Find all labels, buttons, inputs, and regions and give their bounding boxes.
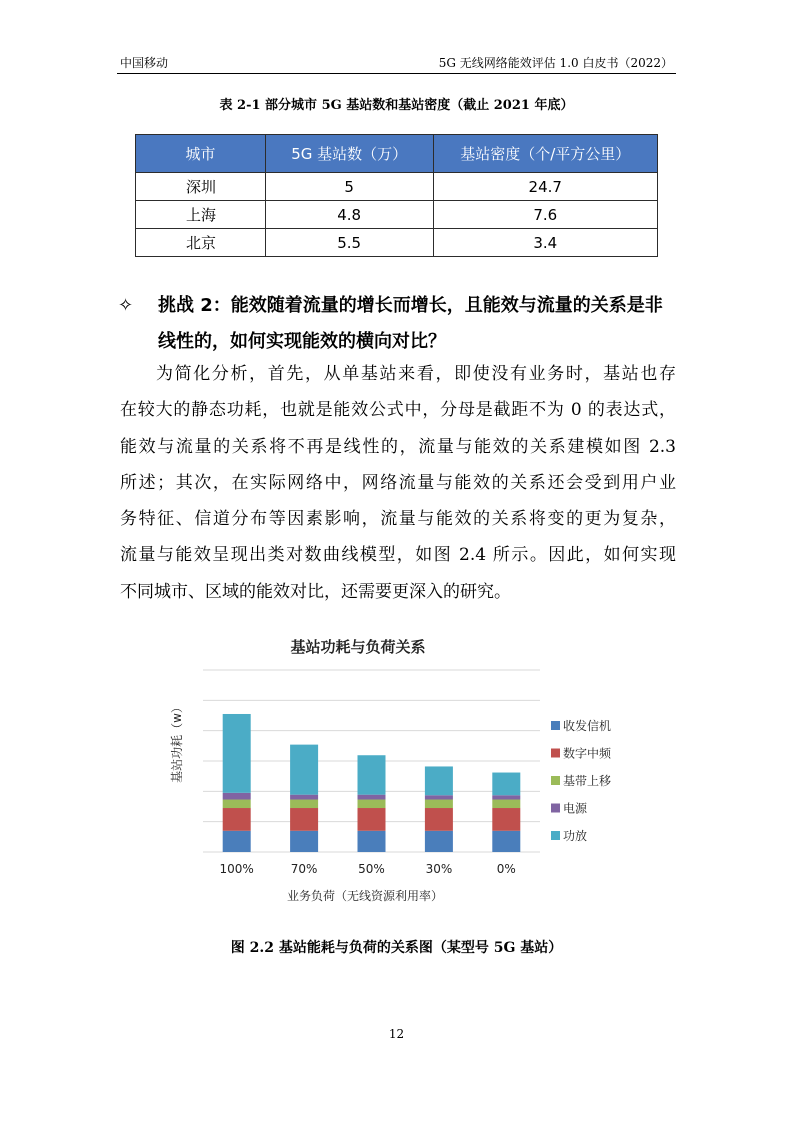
header-org: 中国移动 bbox=[120, 56, 169, 70]
chart-bar-segment bbox=[223, 800, 251, 808]
chart-bar-segment bbox=[492, 800, 520, 808]
table-cell-station-count: 5 bbox=[265, 173, 433, 201]
chart-bar-segment bbox=[492, 808, 520, 831]
paragraph-line: 不同城市、区域的能效对比，还需要更深入的研究。 bbox=[120, 581, 511, 602]
chart-svg bbox=[165, 626, 635, 916]
challenge-heading bbox=[118, 288, 678, 360]
chart-bar-segment bbox=[492, 773, 520, 796]
chart-legend-label: 功放 bbox=[563, 829, 588, 843]
table-row bbox=[136, 173, 658, 201]
table-cell-station-count: 5.5 bbox=[265, 229, 433, 257]
chart-x-tick-label: 70% bbox=[290, 862, 318, 876]
chart-bar-segment bbox=[223, 808, 251, 831]
chart-bar-segment bbox=[223, 831, 251, 852]
table-row bbox=[136, 229, 658, 257]
chart-legend-swatch bbox=[551, 721, 560, 730]
chart-bar-segment bbox=[492, 831, 520, 852]
chart-bar-segment bbox=[290, 745, 318, 795]
paragraph-line: 能效与流量的关系将不再是线性的，流量与能效的关系建模如图 2.3 bbox=[120, 436, 676, 457]
body-paragraph bbox=[120, 356, 676, 610]
chart-bar-segment bbox=[425, 800, 453, 808]
chart-y-axis-label: 基站功耗（w） bbox=[170, 701, 184, 783]
chart-bar-segment bbox=[425, 808, 453, 831]
chart-x-axis-label: 业务负荷（无线资源利用率） bbox=[286, 889, 444, 903]
chart-legend-swatch bbox=[551, 776, 560, 785]
chart-bar-segment bbox=[358, 831, 386, 852]
table-row bbox=[136, 201, 658, 229]
power-load-chart bbox=[165, 626, 635, 916]
chart-bar-segment bbox=[358, 808, 386, 831]
table-cell-density: 24.7 bbox=[433, 173, 658, 201]
chart-bar-segment bbox=[290, 795, 318, 800]
table-header-city: 城市 bbox=[136, 135, 266, 173]
paragraph-line: 流量与能效呈现出类对数曲线模型，如图 2.4 所示。因此，如何实现 bbox=[120, 545, 676, 566]
paragraph-line: 所述；其次，在实际网络中，网络流量与能效的关系还会受到用户业 bbox=[120, 472, 676, 493]
chart-legend-swatch bbox=[551, 749, 560, 758]
paragraph-line: 在较大的静态功耗，也就是能效公式中，分母是截距不为 0 的表达式， bbox=[120, 400, 676, 421]
figure-caption: 图 2.2 基站能耗与负荷的关系图（某型号 5G 基站） bbox=[230, 940, 563, 956]
table-cell-density: 3.4 bbox=[433, 229, 658, 257]
diamond-bullet-icon: ✧ bbox=[118, 295, 134, 316]
chart-bar-segment bbox=[223, 793, 251, 800]
chart-legend-swatch bbox=[551, 804, 560, 813]
chart-bar-segment bbox=[425, 795, 453, 799]
base-station-table bbox=[135, 134, 658, 257]
chart-title: 基站功耗与负荷关系 bbox=[290, 638, 426, 656]
chart-bar-segment bbox=[425, 766, 453, 795]
chart-bar-segment bbox=[425, 831, 453, 852]
paragraph-line: 为简化分析，首先，从单基站来看，即使没有业务时，基站也存 bbox=[156, 364, 676, 384]
chart-x-tick-label: 30% bbox=[425, 862, 453, 876]
chart-x-tick-label: 100% bbox=[219, 862, 254, 876]
chart-legend bbox=[551, 718, 612, 843]
table-header-density: 基站密度（个/平方公里） bbox=[433, 135, 658, 173]
chart-bar-segment bbox=[223, 714, 251, 793]
table-cell-city: 北京 bbox=[136, 229, 266, 257]
chart-legend-label: 基带上移 bbox=[563, 774, 612, 788]
chart-bar-segment bbox=[358, 795, 386, 800]
chart-legend-swatch bbox=[551, 831, 560, 840]
table-cell-density: 7.6 bbox=[433, 201, 658, 229]
chart-bar-segment bbox=[290, 831, 318, 852]
chart-legend-label: 收发信机 bbox=[563, 719, 612, 733]
table-header-row bbox=[136, 135, 658, 173]
chart-bar-segment bbox=[290, 808, 318, 831]
table-cell-city: 上海 bbox=[136, 201, 266, 229]
chart-legend-label: 数字中频 bbox=[563, 746, 612, 761]
chart-bars bbox=[223, 714, 521, 852]
chart-bar-segment bbox=[492, 795, 520, 799]
chart-x-ticks bbox=[220, 862, 516, 876]
paragraph-line: 务特征、信道分布等因素影响，流量与能效的关系将变的更为复杂， bbox=[120, 509, 676, 530]
chart-x-tick-label: 0% bbox=[496, 862, 516, 876]
chart-bar-segment bbox=[358, 800, 386, 808]
table-caption: 表 2-1 部分城市 5G 基站数和基站密度（截止 2021 年底） bbox=[219, 98, 574, 113]
chart-bar-segment bbox=[358, 755, 386, 794]
table-cell-city: 深圳 bbox=[136, 173, 266, 201]
table-header-station-count: 5G 基站数（万） bbox=[265, 135, 433, 173]
table-cell-station-count: 4.8 bbox=[265, 201, 433, 229]
challenge-line-1: 挑战 2：能效随着流量的增长而增长，且能效与流量的关系是非 bbox=[158, 295, 663, 316]
header-rule bbox=[117, 73, 676, 74]
challenge-line-2: 线性的，如何实现能效的横向对比？ bbox=[158, 331, 446, 352]
chart-legend-label: 电源 bbox=[563, 801, 588, 816]
header-doc-title: 5G 无线网络能效评估 1.0 白皮书（2022） bbox=[438, 56, 673, 70]
chart-x-tick-label: 50% bbox=[358, 862, 385, 876]
chart-bar-segment bbox=[290, 800, 318, 808]
page-number: 12 bbox=[388, 1027, 405, 1041]
